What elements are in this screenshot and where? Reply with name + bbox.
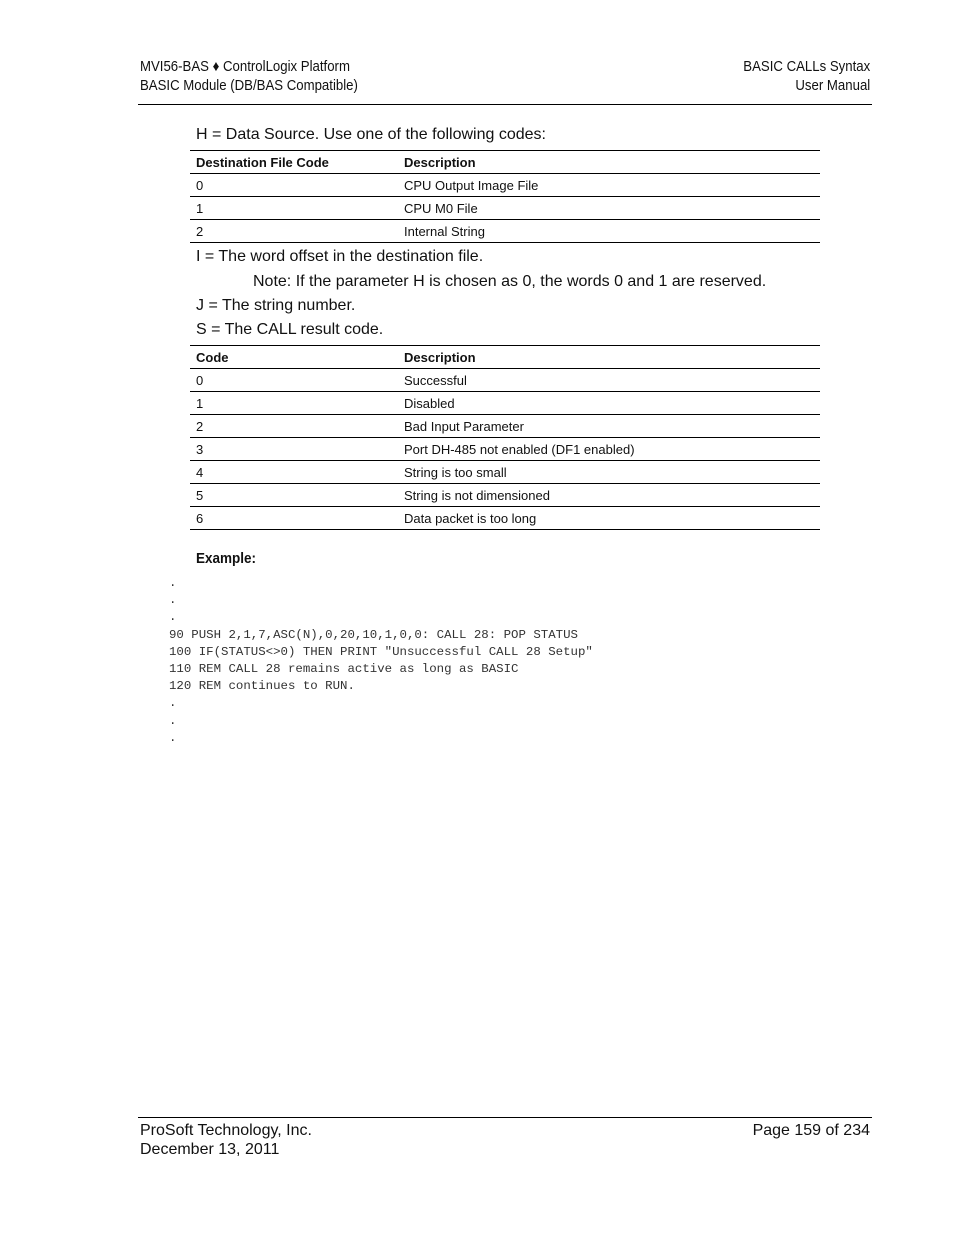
footer-page-number: Page 159 of 234 xyxy=(752,1122,870,1139)
table-cell: 0 xyxy=(190,369,398,392)
table-row xyxy=(190,438,820,461)
table-cell: 4 xyxy=(190,461,398,484)
h-parameter-text: H = Data Source. Use one of the following codes: xyxy=(196,126,546,143)
table-row xyxy=(190,369,820,392)
table-row xyxy=(190,197,820,220)
table-row xyxy=(190,507,820,530)
header-divider xyxy=(138,104,872,105)
column-header: Destination File Code xyxy=(190,151,398,174)
table-cell: Bad Input Parameter xyxy=(398,415,820,438)
code-example: . . . 90 PUSH 2,1,7,ASC(N),0,20,10,1,0,0: CALL 28: POP STATUS 100 IF(STATUS<>0) THEN PRINT "Unsuccessful CALL 28 Setup" 110 REM CALL 28 remains active as long as BASIC 120 REM continues to RUN. . . . xyxy=(169,576,593,745)
table-cell: Internal String xyxy=(398,220,820,243)
table-cell: Data packet is too long xyxy=(398,507,820,530)
table-row xyxy=(190,461,820,484)
table-row xyxy=(190,392,820,415)
table-row xyxy=(190,174,820,197)
example-heading: Example: xyxy=(196,550,257,567)
table-cell: 1 xyxy=(190,197,398,220)
table-header-row xyxy=(190,151,820,174)
table-cell: CPU Output Image File xyxy=(398,174,820,197)
reserved-words-note: Note: If the parameter H is chosen as 0, the words 0 and 1 are reserved. xyxy=(253,273,767,290)
table-cell: String is not dimensioned xyxy=(398,484,820,507)
s-parameter-text: S = The CALL result code. xyxy=(196,321,384,338)
table-cell: Port DH-485 not enabled (DF1 enabled) xyxy=(398,438,820,461)
column-header: Code xyxy=(190,346,398,369)
header-right xyxy=(743,57,870,95)
table-cell: 2 xyxy=(190,415,398,438)
footer-company: ProSoft Technology, Inc. xyxy=(140,1122,312,1139)
header-doc-type: User Manual xyxy=(795,77,870,94)
table-cell: Disabled xyxy=(398,392,820,415)
table-cell: 1 xyxy=(190,392,398,415)
footer-date: December 13, 2011 xyxy=(140,1141,280,1158)
i-parameter-text: I = The word offset in the destination file. xyxy=(196,248,484,265)
source-code-table xyxy=(190,150,820,243)
table-row xyxy=(190,484,820,507)
footer-left xyxy=(140,1121,312,1159)
footer-divider xyxy=(138,1117,872,1118)
table-header-row xyxy=(190,346,820,369)
table-row xyxy=(190,415,820,438)
j-parameter-text: J = The string number. xyxy=(196,297,356,314)
column-header: Description xyxy=(398,346,820,369)
table-cell: String is too small xyxy=(398,461,820,484)
table-cell: 5 xyxy=(190,484,398,507)
table-cell: 2 xyxy=(190,220,398,243)
table-row xyxy=(190,220,820,243)
result-code-table xyxy=(190,345,820,530)
header-left xyxy=(140,57,358,95)
header-module: BASIC Module (DB/BAS Compatible) xyxy=(140,77,358,94)
table-cell: 0 xyxy=(190,174,398,197)
table-cell: 3 xyxy=(190,438,398,461)
column-header: Description xyxy=(398,151,820,174)
header-product: MVI56-BAS ♦ ControlLogix Platform xyxy=(140,58,350,75)
table-cell: Successful xyxy=(398,369,820,392)
header-section: BASIC CALLs Syntax xyxy=(743,58,870,75)
table-cell: 6 xyxy=(190,507,398,530)
table-cell: CPU M0 File xyxy=(398,197,820,220)
